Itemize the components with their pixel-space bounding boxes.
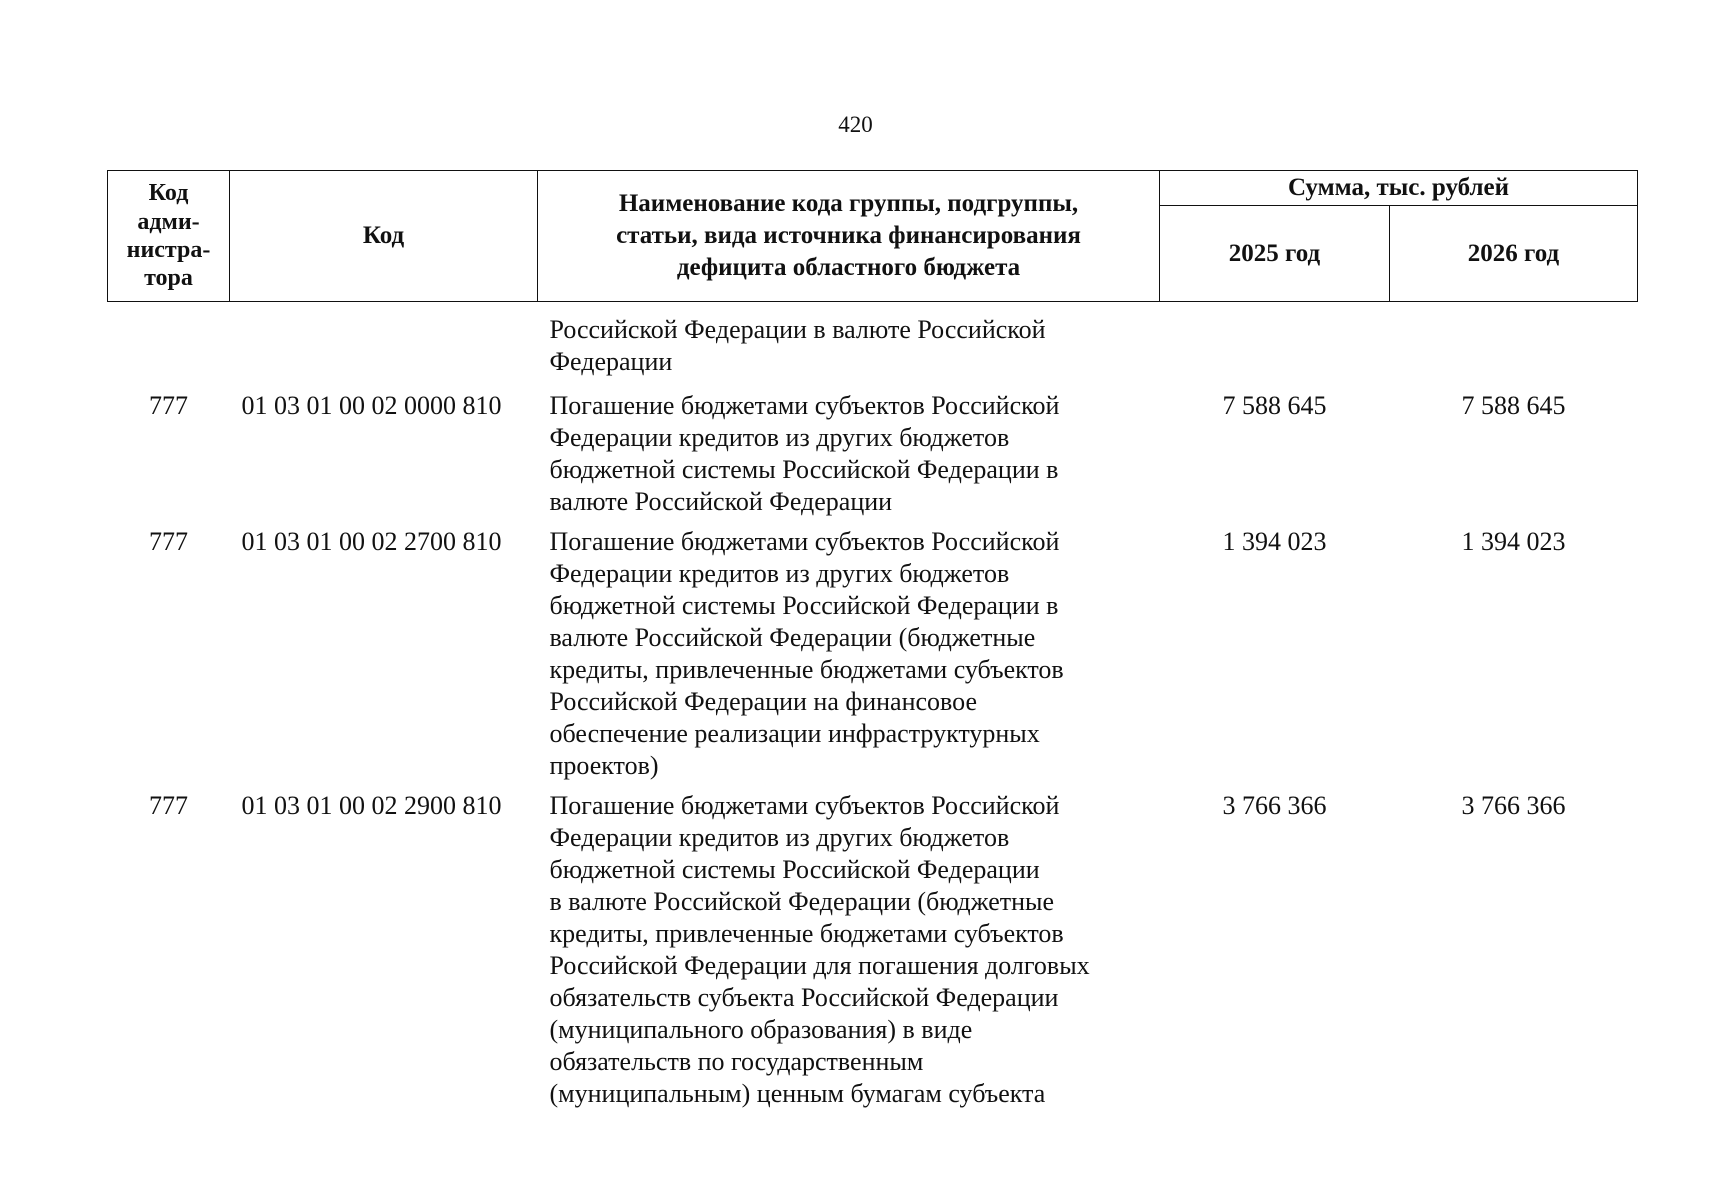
amount-2026-cell: 1 394 023 — [1461, 527, 1566, 556]
admin-code-cell: 777 — [149, 527, 188, 556]
header-admin-code-line: Код — [148, 180, 189, 207]
continuation-2026-cell — [1390, 302, 1638, 383]
table-row — [108, 518, 1638, 782]
name-cell — [538, 782, 1160, 1110]
name-line: (муниципального образования) в виде — [549, 1015, 973, 1044]
name-line: Погашение бюджетами субъектов Российской — [549, 791, 1060, 820]
name-line: Погашение бюджетами субъектов Российской — [549, 527, 1060, 556]
name-line: бюджетной системы Российской Федерации — [549, 855, 1040, 884]
continuation-admin-cell — [108, 302, 230, 383]
code-cell: 01 03 01 00 02 0000 810 — [241, 391, 502, 420]
continuation-row — [108, 302, 1638, 383]
name-line: бюджетной системы Российской Федерации в — [549, 455, 1059, 484]
header-admin-code — [108, 171, 230, 302]
amount-2026-cell: 7 588 645 — [1461, 391, 1566, 420]
header-code: Код — [230, 171, 538, 302]
amount-2026-cell: 3 766 366 — [1461, 791, 1566, 820]
name-cell — [538, 518, 1160, 782]
name-line: проектов) — [549, 751, 659, 780]
header-admin-code-line: тора — [144, 265, 193, 292]
header-name-line: Наименование кода группы, подгруппы, — [618, 190, 1079, 217]
table-body — [108, 302, 1638, 1111]
header-name-line: дефицита областного бюджета — [676, 254, 1021, 281]
header-admin-code-line: нистра- — [126, 237, 211, 263]
header-name — [538, 171, 1160, 302]
table-header — [108, 171, 1638, 302]
name-line: валюте Российской Федерации — [549, 487, 893, 516]
name-line: Федерации — [549, 347, 673, 376]
continuation-name-cell — [538, 302, 1160, 383]
amount-2025-cell: 1 394 023 — [1222, 527, 1327, 556]
budget-sources-table — [107, 170, 1638, 1110]
name-line: обязательств по государственным — [549, 1047, 924, 1076]
amount-2025-cell: 7 588 645 — [1222, 391, 1327, 420]
name-line: Федерации кредитов из других бюджетов — [549, 823, 1010, 852]
page-number: 420 — [838, 112, 873, 137]
name-line: валюте Российской Федерации (бюджетные — [549, 623, 1036, 652]
header-year-2026: 2026 год — [1390, 206, 1638, 302]
name-line: обеспечение реализации инфраструктурных — [549, 719, 1040, 748]
name-line: Российской Федерации для погашения долговых — [549, 951, 1090, 980]
code-cell: 01 03 01 00 02 2900 810 — [241, 791, 502, 820]
name-line: кредиты, привлеченные бюджетами субъектов — [549, 655, 1064, 684]
table-row — [108, 782, 1638, 1110]
header-admin-code-line: адми- — [137, 208, 200, 235]
amount-2025-cell: 3 766 366 — [1222, 791, 1327, 820]
name-line: Федерации кредитов из других бюджетов — [549, 559, 1010, 588]
header-name-line: статьи, вида источника финансирования — [616, 222, 1081, 249]
header-year-2025: 2025 год — [1160, 206, 1390, 302]
name-line: Российской Федерации в валюте Российской — [549, 315, 1046, 344]
name-line: кредиты, привлеченные бюджетами субъектов — [549, 919, 1064, 948]
name-line: бюджетной системы Российской Федерации в — [549, 591, 1059, 620]
name-line: (муниципальным) ценным бумагам субъекта — [549, 1079, 1046, 1108]
name-line: Федерации кредитов из других бюджетов — [549, 423, 1010, 452]
admin-code-cell: 777 — [149, 391, 188, 420]
name-cell — [538, 382, 1160, 518]
admin-code-cell: 777 — [149, 791, 188, 820]
continuation-2025-cell — [1160, 302, 1390, 383]
code-cell: 01 03 01 00 02 2700 810 — [241, 527, 502, 556]
continuation-code-cell — [230, 302, 538, 383]
name-line: в валюте Российской Федерации (бюджетные — [549, 887, 1055, 916]
header-sum: Сумма, тыс. рублей — [1160, 171, 1638, 206]
table-row — [108, 382, 1638, 518]
name-line: Российской Федерации на финансовое — [549, 687, 978, 716]
name-line: обязательств субъекта Российской Федерации — [549, 983, 1059, 1012]
name-line: Погашение бюджетами субъектов Российской — [549, 391, 1060, 420]
